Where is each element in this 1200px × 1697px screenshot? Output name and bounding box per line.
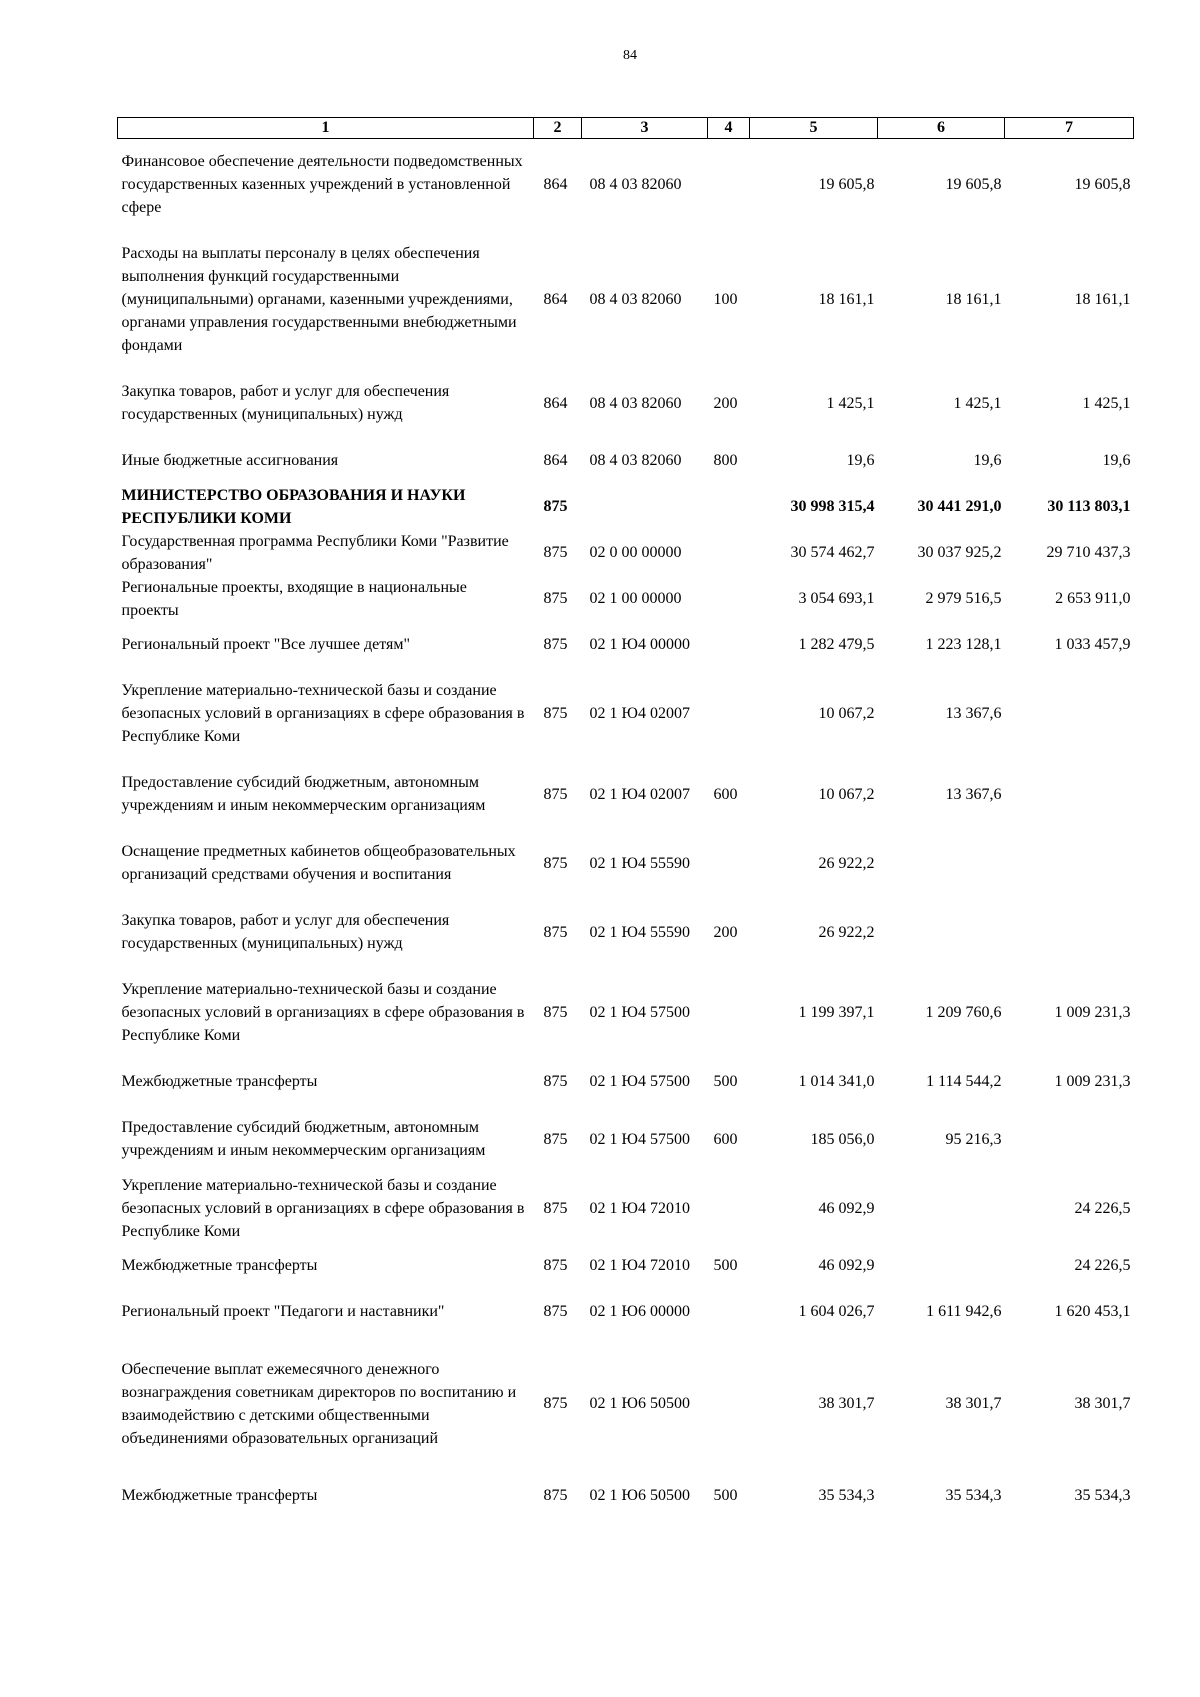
cell-vr: 600 <box>713 1130 738 1148</box>
cell-csr: 02 1 Ю4 02007 <box>589 785 690 803</box>
cell-csr: 02 1 Ю4 72010 <box>589 1199 690 1217</box>
cell-csr <box>582 484 708 530</box>
table-row <box>118 1174 1134 1243</box>
cell-gr: 875 <box>543 785 568 803</box>
table-row <box>118 668 1134 760</box>
cell-vr: 800 <box>713 452 738 469</box>
cell-csr: 02 1 Ю4 55590 <box>589 854 690 872</box>
cell-year-2: 1 223 128,1 <box>925 636 1002 653</box>
cell-name: Финансовое обеспечение деятельности подведомственных государственных казенных учреждений в установленной сфере <box>121 153 523 217</box>
cell-year-2: 13 367,6 <box>945 785 1002 803</box>
cell-vr: 500 <box>713 1257 738 1274</box>
cell-name: Расходы на выплаты персоналу в целях обеспечения выполнения функций государственными (муниципальными) органами, казенными учреждениями, органами управления государственными внебюджетными фондами <box>121 245 517 354</box>
cell-year-2: 35 534,3 <box>945 1487 1002 1504</box>
cell-year-1: 10 067,2 <box>818 785 875 803</box>
cell-vr: 500 <box>713 1487 738 1504</box>
cell-name: Межбюджетные трансферты <box>121 1073 318 1090</box>
column-header-6: 6 <box>878 118 1005 139</box>
cell-year-2 <box>878 1243 1005 1289</box>
cell-csr: 08 4 03 82060 <box>589 394 682 412</box>
cell-vr <box>708 1335 750 1473</box>
table-row <box>118 898 1134 967</box>
table-row <box>118 1105 1134 1174</box>
table-row <box>118 576 1134 622</box>
cell-csr: 02 1 Ю6 50500 <box>589 1395 690 1412</box>
cell-name: Межбюджетные трансферты <box>121 1257 318 1274</box>
cell-year-3: 24 226,5 <box>1074 1257 1131 1274</box>
cell-year-1: 35 534,3 <box>818 1487 875 1504</box>
cell-vr <box>708 668 750 760</box>
table-row <box>118 1289 1134 1335</box>
cell-year-2: 19 605,8 <box>945 176 1002 194</box>
cell-name: Обеспечение выплат ежемесячного денежного вознаграждения советникам директоров по воспитанию и взаимодействию с детскими общественными объединениями образовательных организаций <box>121 1360 517 1447</box>
cell-csr: 02 1 Ю6 00000 <box>589 1303 690 1320</box>
cell-csr: 08 4 03 82060 <box>589 176 682 194</box>
cell-name: Укрепление материально-технической базы и создание безопасных условий в организациях в сфере образования в Республике Коми <box>121 1176 525 1240</box>
cell-csr: 02 1 00 00000 <box>589 590 682 607</box>
cell-year-2: 18 161,1 <box>945 291 1002 308</box>
cell-year-3: 38 301,7 <box>1074 1395 1131 1412</box>
cell-year-3: 1 425,1 <box>1082 394 1131 412</box>
table-row <box>118 369 1134 438</box>
cell-csr: 02 1 Ю4 02007 <box>589 705 690 722</box>
cell-vr: 500 <box>713 1073 738 1090</box>
cell-csr: 08 4 03 82060 <box>589 291 682 308</box>
table-body <box>118 139 1134 1519</box>
cell-gr: 875 <box>543 1395 568 1412</box>
cell-year-2 <box>878 1174 1005 1243</box>
cell-year-3 <box>1005 760 1134 829</box>
table-row <box>118 530 1134 576</box>
cell-year-1: 30 998 315,4 <box>790 498 875 515</box>
cell-name: Предоставление субсидий бюджетным, автономным учреждениям и иным некоммерческим организациям <box>121 774 486 814</box>
cell-vr <box>708 530 750 576</box>
cell-year-3: 19,6 <box>1102 452 1131 469</box>
cell-vr <box>708 484 750 530</box>
cell-year-2: 1 209 760,6 <box>925 1004 1002 1021</box>
cell-name: МИНИСТЕРСТВО ОБРАЗОВАНИЯ И НАУКИ РЕСПУБЛИКИ КОМИ <box>121 486 466 527</box>
table-row <box>118 829 1134 898</box>
cell-year-1: 1 282 479,5 <box>798 636 875 653</box>
cell-year-3: 2 653 911,0 <box>1055 590 1131 607</box>
column-header-2: 2 <box>534 118 582 139</box>
budget-table <box>117 117 1134 1519</box>
cell-name: Региональные проекты, входящие в национальные проекты <box>121 578 467 619</box>
cell-vr <box>708 139 750 231</box>
cell-year-2 <box>878 898 1005 967</box>
cell-year-1: 30 574 462,7 <box>790 544 875 561</box>
cell-year-3: 29 710 437,3 <box>1046 544 1131 561</box>
cell-name: Укрепление материально-технической базы и создание безопасных условий в организациях в сфере образования в Республике Коми <box>121 981 525 1044</box>
cell-year-1: 1 425,1 <box>826 394 875 412</box>
cell-name: Укрепление материально-технической базы и создание безопасных условий в организациях в сфере образования в Республике Коми <box>121 682 525 745</box>
cell-csr: 02 1 Ю4 55590 <box>589 923 690 941</box>
cell-year-1: 1 604 026,7 <box>798 1303 875 1320</box>
cell-year-1: 185 056,0 <box>810 1130 875 1148</box>
cell-year-2: 1 611 942,6 <box>926 1303 1002 1320</box>
cell-csr: 02 1 Ю4 57500 <box>589 1004 690 1021</box>
cell-year-2: 95 216,3 <box>945 1130 1002 1148</box>
cell-name: Региональный проект "Все лучшее детям" <box>121 636 410 653</box>
cell-year-1: 10 067,2 <box>818 705 875 722</box>
cell-year-3: 1 009 231,3 <box>1054 1073 1131 1090</box>
cell-name: Межбюджетные трансферты <box>121 1487 318 1504</box>
cell-year-3: 19 605,8 <box>1074 176 1131 194</box>
column-header-1: 1 <box>118 118 534 139</box>
table-row <box>118 1473 1134 1519</box>
cell-name: Предоставление субсидий бюджетным, автономным учреждениям и иным некоммерческим организациям <box>121 1119 486 1159</box>
cell-csr: 02 1 Ю4 72010 <box>589 1257 690 1274</box>
cell-year-3: 30 113 803,1 <box>1047 498 1131 515</box>
table-row <box>118 760 1134 829</box>
column-header-3: 3 <box>582 118 708 139</box>
cell-gr: 875 <box>543 590 568 607</box>
table-row <box>118 967 1134 1059</box>
cell-csr: 08 4 03 82060 <box>589 452 682 469</box>
cell-year-1: 46 092,9 <box>818 1257 875 1274</box>
cell-year-2 <box>878 829 1005 898</box>
cell-name: Региональный проект "Педагоги и наставники" <box>121 1303 445 1320</box>
cell-vr <box>708 1289 750 1335</box>
cell-gr: 864 <box>543 176 568 194</box>
cell-gr: 875 <box>543 923 568 941</box>
cell-vr <box>708 967 750 1059</box>
cell-vr <box>708 622 750 668</box>
cell-year-1: 26 922,2 <box>818 923 875 941</box>
table-row <box>118 1243 1134 1289</box>
cell-year-3 <box>1005 1105 1134 1174</box>
cell-year-3: 24 226,5 <box>1074 1199 1131 1217</box>
cell-vr <box>708 1174 750 1243</box>
cell-year-2: 30 441 291,0 <box>917 498 1002 515</box>
cell-csr: 02 1 Ю4 57500 <box>589 1073 690 1090</box>
cell-gr: 875 <box>543 1487 568 1504</box>
cell-year-2: 30 037 925,2 <box>917 544 1002 561</box>
column-header-7: 7 <box>1005 118 1134 139</box>
cell-name: Оснащение предметных кабинетов общеобразовательных организаций средствами обучения и воспитания <box>121 843 516 883</box>
cell-year-1: 1 014 341,0 <box>798 1073 875 1090</box>
cell-year-3 <box>1005 668 1134 760</box>
cell-gr: 875 <box>543 1073 568 1090</box>
cell-year-1: 3 054 693,1 <box>798 590 875 607</box>
cell-year-3: 18 161,1 <box>1074 291 1131 308</box>
cell-gr: 875 <box>543 854 568 872</box>
cell-year-1: 26 922,2 <box>818 854 875 872</box>
table-row <box>118 622 1134 668</box>
cell-gr: 875 <box>543 1004 568 1021</box>
cell-gr: 875 <box>543 705 568 722</box>
cell-name: Закупка товаров, работ и услуг для обеспечения государственных (муниципальных) нужд <box>121 383 450 423</box>
table-row <box>118 231 1134 369</box>
cell-vr: 200 <box>713 394 738 412</box>
table-row <box>118 438 1134 484</box>
cell-year-1: 1 199 397,1 <box>798 1004 875 1021</box>
cell-name: Закупка товаров, работ и услуг для обеспечения государственных (муниципальных) нужд <box>121 912 450 952</box>
cell-csr: 02 1 Ю4 00000 <box>589 636 690 653</box>
cell-year-3: 1 620 453,1 <box>1054 1303 1131 1320</box>
cell-gr: 875 <box>543 636 568 653</box>
cell-year-1: 46 092,9 <box>818 1199 875 1217</box>
cell-csr: 02 0 00 00000 <box>589 544 682 561</box>
table-row <box>118 1059 1134 1105</box>
column-header-5: 5 <box>750 118 878 139</box>
cell-gr: 864 <box>543 291 568 308</box>
cell-year-3 <box>1005 829 1134 898</box>
table-row <box>118 139 1134 231</box>
cell-gr: 875 <box>543 544 568 561</box>
cell-year-2: 1 425,1 <box>953 394 1002 412</box>
cell-year-2: 38 301,7 <box>945 1395 1002 1412</box>
cell-vr <box>708 829 750 898</box>
column-header-4: 4 <box>708 118 750 139</box>
cell-year-3: 1 009 231,3 <box>1054 1004 1131 1021</box>
cell-gr: 875 <box>543 498 568 515</box>
cell-year-1: 38 301,7 <box>818 1395 875 1412</box>
cell-vr: 600 <box>713 785 738 803</box>
table-row <box>118 1335 1134 1473</box>
cell-vr <box>708 576 750 622</box>
cell-gr: 875 <box>543 1199 568 1217</box>
cell-year-1: 19 605,8 <box>818 176 875 194</box>
cell-csr: 02 1 Ю6 50500 <box>589 1487 690 1504</box>
cell-vr: 200 <box>713 923 738 941</box>
cell-name: Государственная программа Республики Коми "Развитие образования" <box>121 532 509 573</box>
table-row <box>118 484 1134 530</box>
cell-gr: 864 <box>543 394 568 412</box>
cell-name: Иные бюджетные ассигнования <box>121 452 339 469</box>
cell-year-3 <box>1005 898 1134 967</box>
cell-year-1: 18 161,1 <box>818 291 875 308</box>
cell-year-2: 2 979 516,5 <box>925 590 1002 607</box>
cell-year-1: 19,6 <box>846 452 875 469</box>
cell-year-2: 19,6 <box>973 452 1002 469</box>
cell-gr: 875 <box>543 1130 568 1148</box>
table-header <box>118 118 1134 139</box>
page-number: 84 <box>623 48 637 63</box>
header-row <box>118 118 1134 139</box>
cell-year-3: 1 033 457,9 <box>1054 636 1131 653</box>
cell-csr: 02 1 Ю4 57500 <box>589 1130 690 1148</box>
cell-vr: 100 <box>713 291 738 308</box>
cell-year-2: 1 114 544,2 <box>926 1073 1002 1090</box>
cell-gr: 864 <box>543 452 568 469</box>
cell-year-3: 35 534,3 <box>1074 1487 1131 1504</box>
cell-year-2: 13 367,6 <box>945 705 1002 722</box>
cell-gr: 875 <box>543 1303 568 1320</box>
cell-gr: 875 <box>543 1257 568 1274</box>
